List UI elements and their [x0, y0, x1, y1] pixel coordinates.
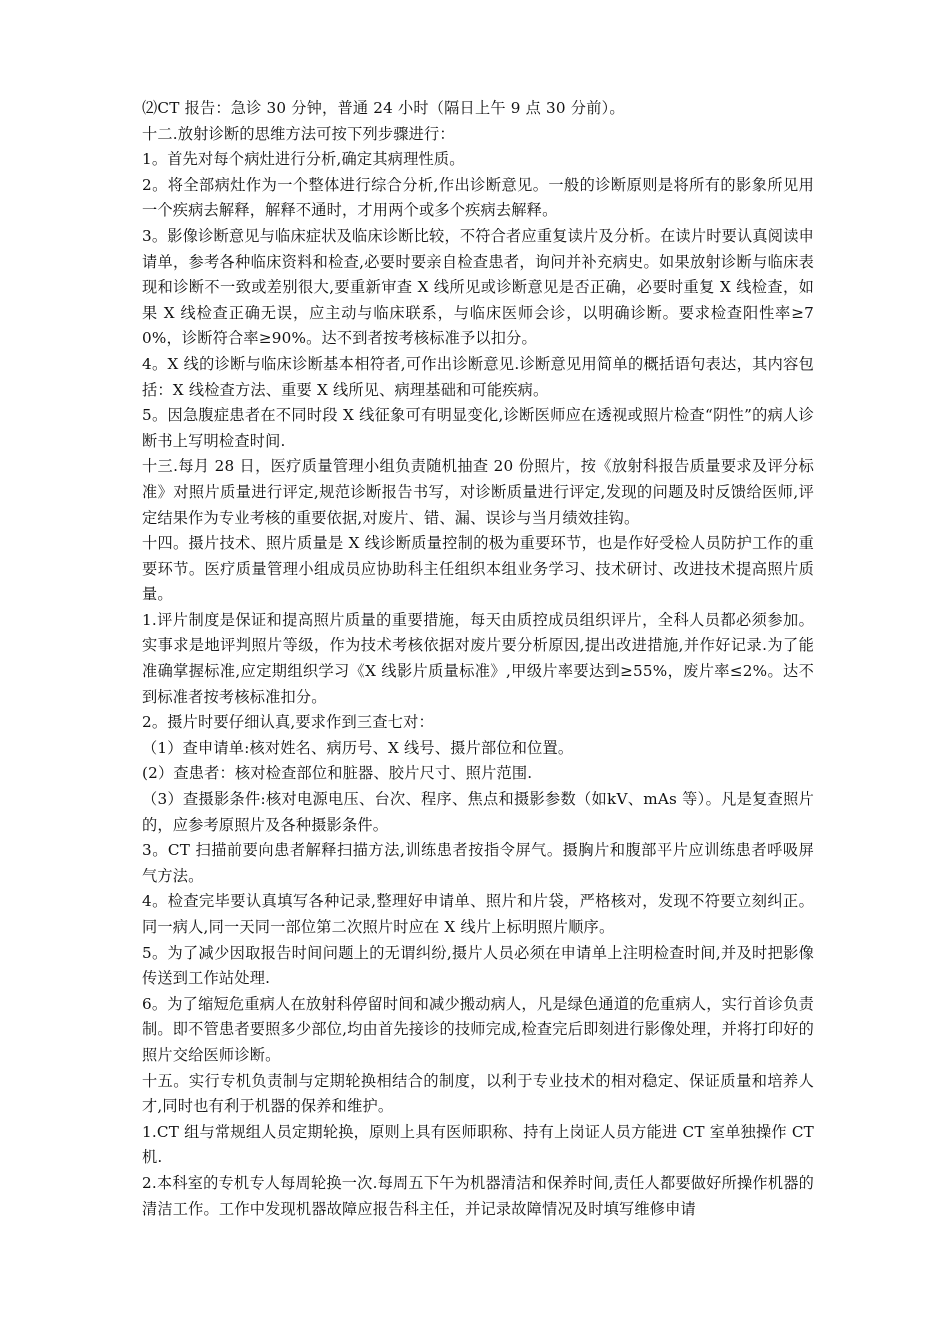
- paragraph-12-item-1: 1。首先对每个病灶进行分析,确定其病理性质。: [142, 150, 465, 169]
- paragraph-ct-report-time: ⑵CT 报告：急诊 30 分钟，普通 24 小时（隔日上午 9 点 30 分前）。: [142, 99, 625, 117]
- paragraph-12-item-4: 4。X 线的诊断与临床诊断基本相符者,可作出诊断意见.诊断意见用简单的概括语句表达，其内容包括：X 线检查方法、重要 X 线所见、病理基础和可能疾病。: [142, 354, 814, 399]
- paragraph-14-check-1: （1）查申请单:核对姓名、病历号、X 线号、摄片部位和位置。: [142, 738, 574, 757]
- paragraph-section-13: 十三.每月 28 日，医疗质量管理小组负责随机抽查 20 份照片，按《放射科报告质量要求及评分标准》对照片质量进行评定,规范诊断报告书写，对诊断质量进行评定,发现的问题及时反馈给医师,评定结果作为专业考核的重要依据,对废片、错、漏、误诊与当月绩效挂钩。: [142, 457, 814, 527]
- paragraph-14-check-3: （3）查摄影条件:核对电源电压、台次、程序、焦点和摄影参数（如kV、mAs 等）。凡是复查照片的，应参考原照片及各种摄影条件。: [142, 790, 814, 834]
- paragraph-15-item-2: 2.本科室的专机专人每周轮换一次.每周五下午为机器清洁和保养时间,责任人都要做好所操作机器的清洁工作。工作中发现机器故障应报告科主任，并记录故障情况及时填写维修申请: [142, 1173, 814, 1218]
- paragraph-section-14: 十四。摄片技术、照片质量是 X 线诊断质量控制的极为重要环节，也是作好受检人员防护工作的重要环节。医疗质量管理小组成员应协助科主任组织本组业务学习、技术研讨、改进技术提高照片质量。: [142, 534, 814, 604]
- paragraph-14-check-2: (2）查患者：核对检查部位和脏器、胶片尺寸、照片范围.: [142, 764, 533, 783]
- heading-section-12: 十二.放射诊断的思维方法可按下列步骤进行：: [142, 124, 455, 143]
- paragraph-14-item-3: 3。CT 扫描前要向患者解释扫描方法,训练患者按指令屏气。摄胸片和腹部平片应训练患者呼吸屏气方法。: [142, 841, 814, 885]
- paragraph-15-item-1: 1.CT 组与常规组人员定期轮换，原则上具有医师职称、持有上岗证人员方能进 CT 室单独操作 CT 机.: [142, 1122, 814, 1167]
- paragraph-14-item-1: 1.评片制度是保证和提高照片质量的重要措施，每天由质控成员组织评片，全科人员都必须参加。实事求是地评判照片等级，作为技术考核依据对废片要分析原因,提出改进措施,并作好记录.为了能准确掌握标准,应定期组织学习《X 线影片质量标准》,甲级片率要达到≥55%，废片率≤2%。达不到标准者按考核标准扣分。: [142, 610, 814, 706]
- paragraph-12-item-3: 3。影像诊断意见与临床症状及临床诊断比较，不符合者应重复读片及分析。在读片时要认真阅读申请单，参考各种临床资料和检查,必要时要亲自检查患者，询问并补充病史。如果放射诊断与临床表现和诊断不一致或差别很大,要重新审查 X 线所见或诊断意见是否正确，必要时重复 X 线检查，如果 X 线检查正确无误，应主动与临床联系，与临床医师会诊，以明确诊断。要求检查阳性率≥70%，诊断符合率≥90%。达不到者按考核标准予以扣分。: [142, 226, 814, 348]
- document-body: [142, 96, 814, 1222]
- paragraph-14-item-6: 6。为了缩短危重病人在放射科停留时间和减少搬动病人，凡是绿色通道的危重病人，实行首诊负责制。即不管患者要照多少部位,均由首先接诊的技师完成,检查完后即刻进行影像处理，并将打印好的照片交给医师诊断。: [142, 994, 814, 1064]
- paragraph-section-15: 十五。实行专机负责制与定期轮换相结合的制度，以利于专业技术的相对稳定、保证质量和培养人才,同时也有利于机器的保养和维护。: [142, 1071, 814, 1116]
- paragraph-14-item-5: 5。为了减少因取报告时间问题上的无谓纠纷,摄片人员必须在申请单上注明检查时间,并及时把影像传送到工作站处理.: [142, 943, 814, 988]
- paragraph-14-item-4: 4。检查完毕要认真填写各种记录,整理好申请单、照片和片袋，严格核对，发现不符要立刻纠正。同一病人,同一天同一部位第二次照片时应在 X 线片上标明照片顺序。: [142, 892, 814, 936]
- paragraph-14-item-2: 2。摄片时要仔细认真,要求作到三查七对：: [142, 713, 434, 732]
- paragraph-12-item-5: 5。因急腹症患者在不同时段 X 线征象可有明显变化,诊断医师应在透视或照片检查“阴性”的病人诊断书上写明检查时间.: [142, 406, 814, 450]
- paragraph-12-item-2: 2。将全部病灶作为一个整体进行综合分析,作出诊断意见。一般的诊断原则是将所有的影象所见用一个疾病去解释，解释不通时，才用两个或多个疾病去解释。: [142, 175, 814, 220]
